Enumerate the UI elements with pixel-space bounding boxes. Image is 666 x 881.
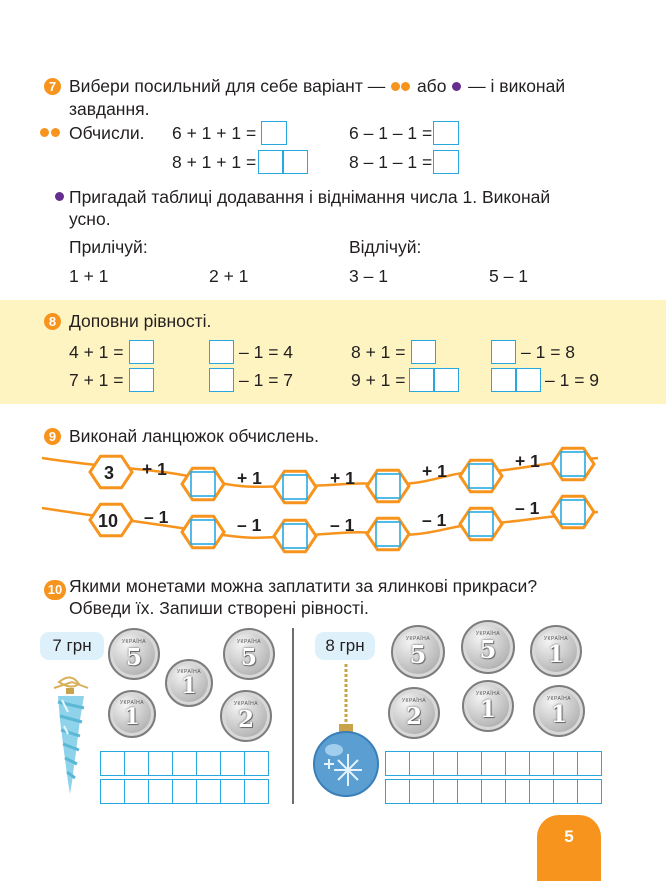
coin-denomination: 5 bbox=[240, 644, 257, 672]
coin-icon[interactable] bbox=[108, 690, 156, 738]
grid-cell[interactable] bbox=[530, 752, 554, 776]
coin-denomination: 1 bbox=[124, 704, 140, 731]
answer-box[interactable] bbox=[283, 150, 308, 174]
answer-box[interactable] bbox=[491, 368, 516, 392]
chain-operation: – 1 bbox=[144, 507, 169, 527]
count-down-label: Відлічуй: bbox=[349, 237, 422, 257]
equation: 9 + 1 = bbox=[351, 370, 406, 390]
answer-box[interactable] bbox=[258, 150, 283, 174]
equation: 8 + 1 = bbox=[351, 342, 406, 362]
coin-denomination: 5 bbox=[479, 635, 497, 665]
grid-cell[interactable] bbox=[221, 780, 245, 804]
coin-caption: УКРАЇНА bbox=[401, 698, 427, 705]
coin-icon[interactable] bbox=[391, 625, 445, 679]
orange-dots-icon bbox=[390, 82, 412, 92]
grid-cell[interactable] bbox=[458, 780, 482, 804]
grid-cell[interactable] bbox=[506, 780, 530, 804]
grid-cell[interactable] bbox=[221, 752, 245, 776]
answer-box[interactable] bbox=[433, 150, 459, 174]
chain-operation: + 1 bbox=[330, 468, 355, 488]
variant-a-label: Обчисли. bbox=[69, 123, 145, 143]
grid-cell[interactable] bbox=[101, 780, 125, 804]
price-badge-left: 7 грн bbox=[40, 632, 104, 660]
coin-denomination: 5 bbox=[409, 640, 427, 670]
answer-box[interactable] bbox=[191, 472, 215, 496]
equation: 6 + 1 + 1 = bbox=[172, 123, 257, 143]
grid-cell[interactable] bbox=[125, 780, 149, 804]
equation: 6 – 1 – 1 = bbox=[349, 123, 433, 143]
coin-icon[interactable] bbox=[165, 659, 213, 707]
chain-operation: – 1 bbox=[237, 515, 262, 535]
task8-title: Доповни рівності. bbox=[69, 311, 212, 331]
expression: 5 – 1 bbox=[489, 266, 528, 286]
grid-cell[interactable] bbox=[197, 752, 221, 776]
chain-start-top: 3 bbox=[104, 463, 115, 483]
expression: 1 + 1 bbox=[69, 266, 109, 286]
task10-line2: Обведи їх. Запиши створені рівності. bbox=[69, 598, 369, 618]
chain-operation: + 1 bbox=[237, 468, 262, 488]
grid-cell[interactable] bbox=[125, 752, 149, 776]
equation: 8 – 1 – 1 = bbox=[349, 152, 433, 172]
equation: 7 + 1 = bbox=[69, 370, 124, 390]
coin-denomination: 1 bbox=[479, 696, 496, 724]
chain-operation: + 1 bbox=[422, 461, 447, 481]
coin-caption: УКРАЇНА bbox=[475, 631, 501, 638]
answer-grid-left-1[interactable] bbox=[100, 751, 269, 776]
christmas-ball-icon bbox=[310, 664, 382, 804]
orange-dot-icon bbox=[40, 128, 49, 137]
coin-icon[interactable] bbox=[461, 620, 515, 674]
coin-caption: УКРАЇНА bbox=[546, 696, 572, 703]
expression: 2 + 1 bbox=[209, 266, 249, 286]
coin-denomination: 1 bbox=[550, 701, 567, 729]
answer-box[interactable] bbox=[411, 340, 436, 364]
grid-cell[interactable] bbox=[386, 752, 410, 776]
grid-cell[interactable] bbox=[173, 780, 197, 804]
purple-dot-icon bbox=[55, 192, 64, 201]
grid-cell[interactable] bbox=[530, 780, 554, 804]
grid-cell[interactable] bbox=[554, 780, 578, 804]
answer-box[interactable] bbox=[516, 368, 541, 392]
answer-box[interactable] bbox=[469, 464, 493, 488]
answer-box[interactable] bbox=[433, 121, 459, 145]
grid-cell[interactable] bbox=[410, 780, 434, 804]
grid-cell[interactable] bbox=[101, 752, 125, 776]
answer-box[interactable] bbox=[261, 121, 287, 145]
coin-caption: УКРАЇНА bbox=[236, 639, 262, 646]
task-number-8: 8 bbox=[44, 313, 61, 330]
purple-dot-icon bbox=[451, 82, 463, 92]
coin-caption: УКРАЇНА bbox=[233, 701, 259, 708]
answer-box[interactable] bbox=[561, 500, 585, 524]
coin-caption: УКРАЇНА bbox=[475, 691, 501, 698]
chain-operation: + 1 bbox=[142, 459, 167, 479]
grid-cell[interactable] bbox=[578, 780, 602, 804]
coin-caption: УКРАЇНА bbox=[121, 639, 147, 646]
task-number-10: 10 bbox=[44, 580, 66, 600]
coin-icon[interactable] bbox=[220, 690, 272, 742]
equation: 8 + 1 + 1 = bbox=[172, 152, 257, 172]
coin-icon[interactable] bbox=[388, 687, 440, 739]
answer-box[interactable] bbox=[129, 340, 154, 364]
grid-cell[interactable] bbox=[173, 752, 197, 776]
grid-cell[interactable] bbox=[482, 752, 506, 776]
price-badge-right: 8 грн bbox=[315, 632, 375, 660]
answer-box[interactable] bbox=[283, 475, 307, 499]
answer-box[interactable] bbox=[469, 512, 493, 536]
coin-denomination: 1 bbox=[547, 641, 564, 669]
coin-icon[interactable] bbox=[223, 628, 275, 680]
grid-cell[interactable] bbox=[578, 752, 602, 776]
equation: – 1 = 7 bbox=[239, 370, 294, 390]
coin-denomination: 5 bbox=[125, 644, 142, 672]
task10-line1: Якими монетами можна заплатити за ялинкові прикраси? bbox=[69, 576, 538, 596]
coin-denomination: 1 bbox=[181, 673, 197, 700]
orange-dot-icon bbox=[51, 128, 60, 137]
answer-grid-right-1[interactable] bbox=[385, 751, 602, 776]
task7-instruction: Вибери посильний для себе варіант — або — і виконай bbox=[69, 76, 566, 96]
answer-box[interactable] bbox=[561, 452, 585, 476]
grid-cell[interactable] bbox=[149, 780, 173, 804]
count-up-label: Прилічуй: bbox=[69, 237, 148, 257]
expression: 3 – 1 bbox=[349, 266, 388, 286]
chain-operation: – 1 bbox=[515, 498, 540, 518]
calculation-chain bbox=[0, 440, 666, 560]
answer-grid-left-2[interactable] bbox=[100, 779, 269, 804]
grid-cell[interactable] bbox=[554, 752, 578, 776]
equation: – 1 = 4 bbox=[239, 342, 294, 362]
answer-box[interactable] bbox=[129, 368, 154, 392]
answer-box[interactable] bbox=[191, 520, 215, 544]
grid-cell[interactable] bbox=[386, 780, 410, 804]
grid-cell[interactable] bbox=[482, 780, 506, 804]
grid-cell[interactable] bbox=[458, 752, 482, 776]
task7-instruction-line2: завдання. bbox=[69, 99, 150, 119]
column-divider bbox=[292, 628, 294, 804]
answer-box[interactable] bbox=[434, 368, 459, 392]
answer-box[interactable] bbox=[376, 522, 400, 546]
grid-cell[interactable] bbox=[506, 752, 530, 776]
chain-operation: – 1 bbox=[422, 510, 447, 530]
equation: – 1 = 9 bbox=[545, 370, 600, 390]
equation: 4 + 1 = bbox=[69, 342, 124, 362]
task9-title: Виконай ланцюжок обчислень. bbox=[69, 426, 319, 446]
answer-box[interactable] bbox=[209, 340, 234, 364]
variant-b-text-line2: усно. bbox=[69, 209, 111, 229]
coin-caption: УКРАЇНА bbox=[119, 700, 145, 707]
coin-icon[interactable] bbox=[462, 680, 514, 732]
answer-box[interactable] bbox=[376, 474, 400, 498]
answer-grid-right-2[interactable] bbox=[385, 779, 602, 804]
grid-cell[interactable] bbox=[149, 752, 173, 776]
grid-cell[interactable] bbox=[434, 752, 458, 776]
coin-icon[interactable] bbox=[530, 625, 582, 677]
answer-box[interactable] bbox=[209, 368, 234, 392]
answer-box[interactable] bbox=[283, 524, 307, 548]
chain-operation: + 1 bbox=[515, 451, 540, 471]
coin-caption: УКРАЇНА bbox=[405, 636, 431, 643]
grid-cell[interactable] bbox=[410, 752, 434, 776]
task-number-7: 7 bbox=[44, 78, 61, 95]
coin-caption: УКРАЇНА bbox=[176, 669, 202, 676]
chain-start-bottom: 10 bbox=[98, 511, 119, 531]
grid-cell[interactable] bbox=[245, 752, 269, 776]
task-number-9: 9 bbox=[44, 428, 61, 445]
grid-cell[interactable] bbox=[434, 780, 458, 804]
coin-icon[interactable] bbox=[108, 628, 160, 680]
answer-box[interactable] bbox=[409, 368, 434, 392]
icicle-ornament-icon bbox=[46, 672, 96, 796]
chain-operation: – 1 bbox=[330, 515, 355, 535]
coin-denomination: 2 bbox=[405, 703, 422, 731]
coin-caption: УКРАЇНА bbox=[543, 636, 569, 643]
coin-icon[interactable] bbox=[533, 685, 585, 737]
equation: – 1 = 8 bbox=[521, 342, 576, 362]
variant-b-text: Пригадай таблиці додавання і віднімання числа 1. Виконай bbox=[69, 187, 551, 207]
answer-box[interactable] bbox=[491, 340, 516, 364]
coin-denomination: 2 bbox=[237, 706, 254, 734]
grid-cell[interactable] bbox=[197, 780, 221, 804]
page-number: 5 bbox=[537, 815, 601, 881]
grid-cell[interactable] bbox=[245, 780, 269, 804]
